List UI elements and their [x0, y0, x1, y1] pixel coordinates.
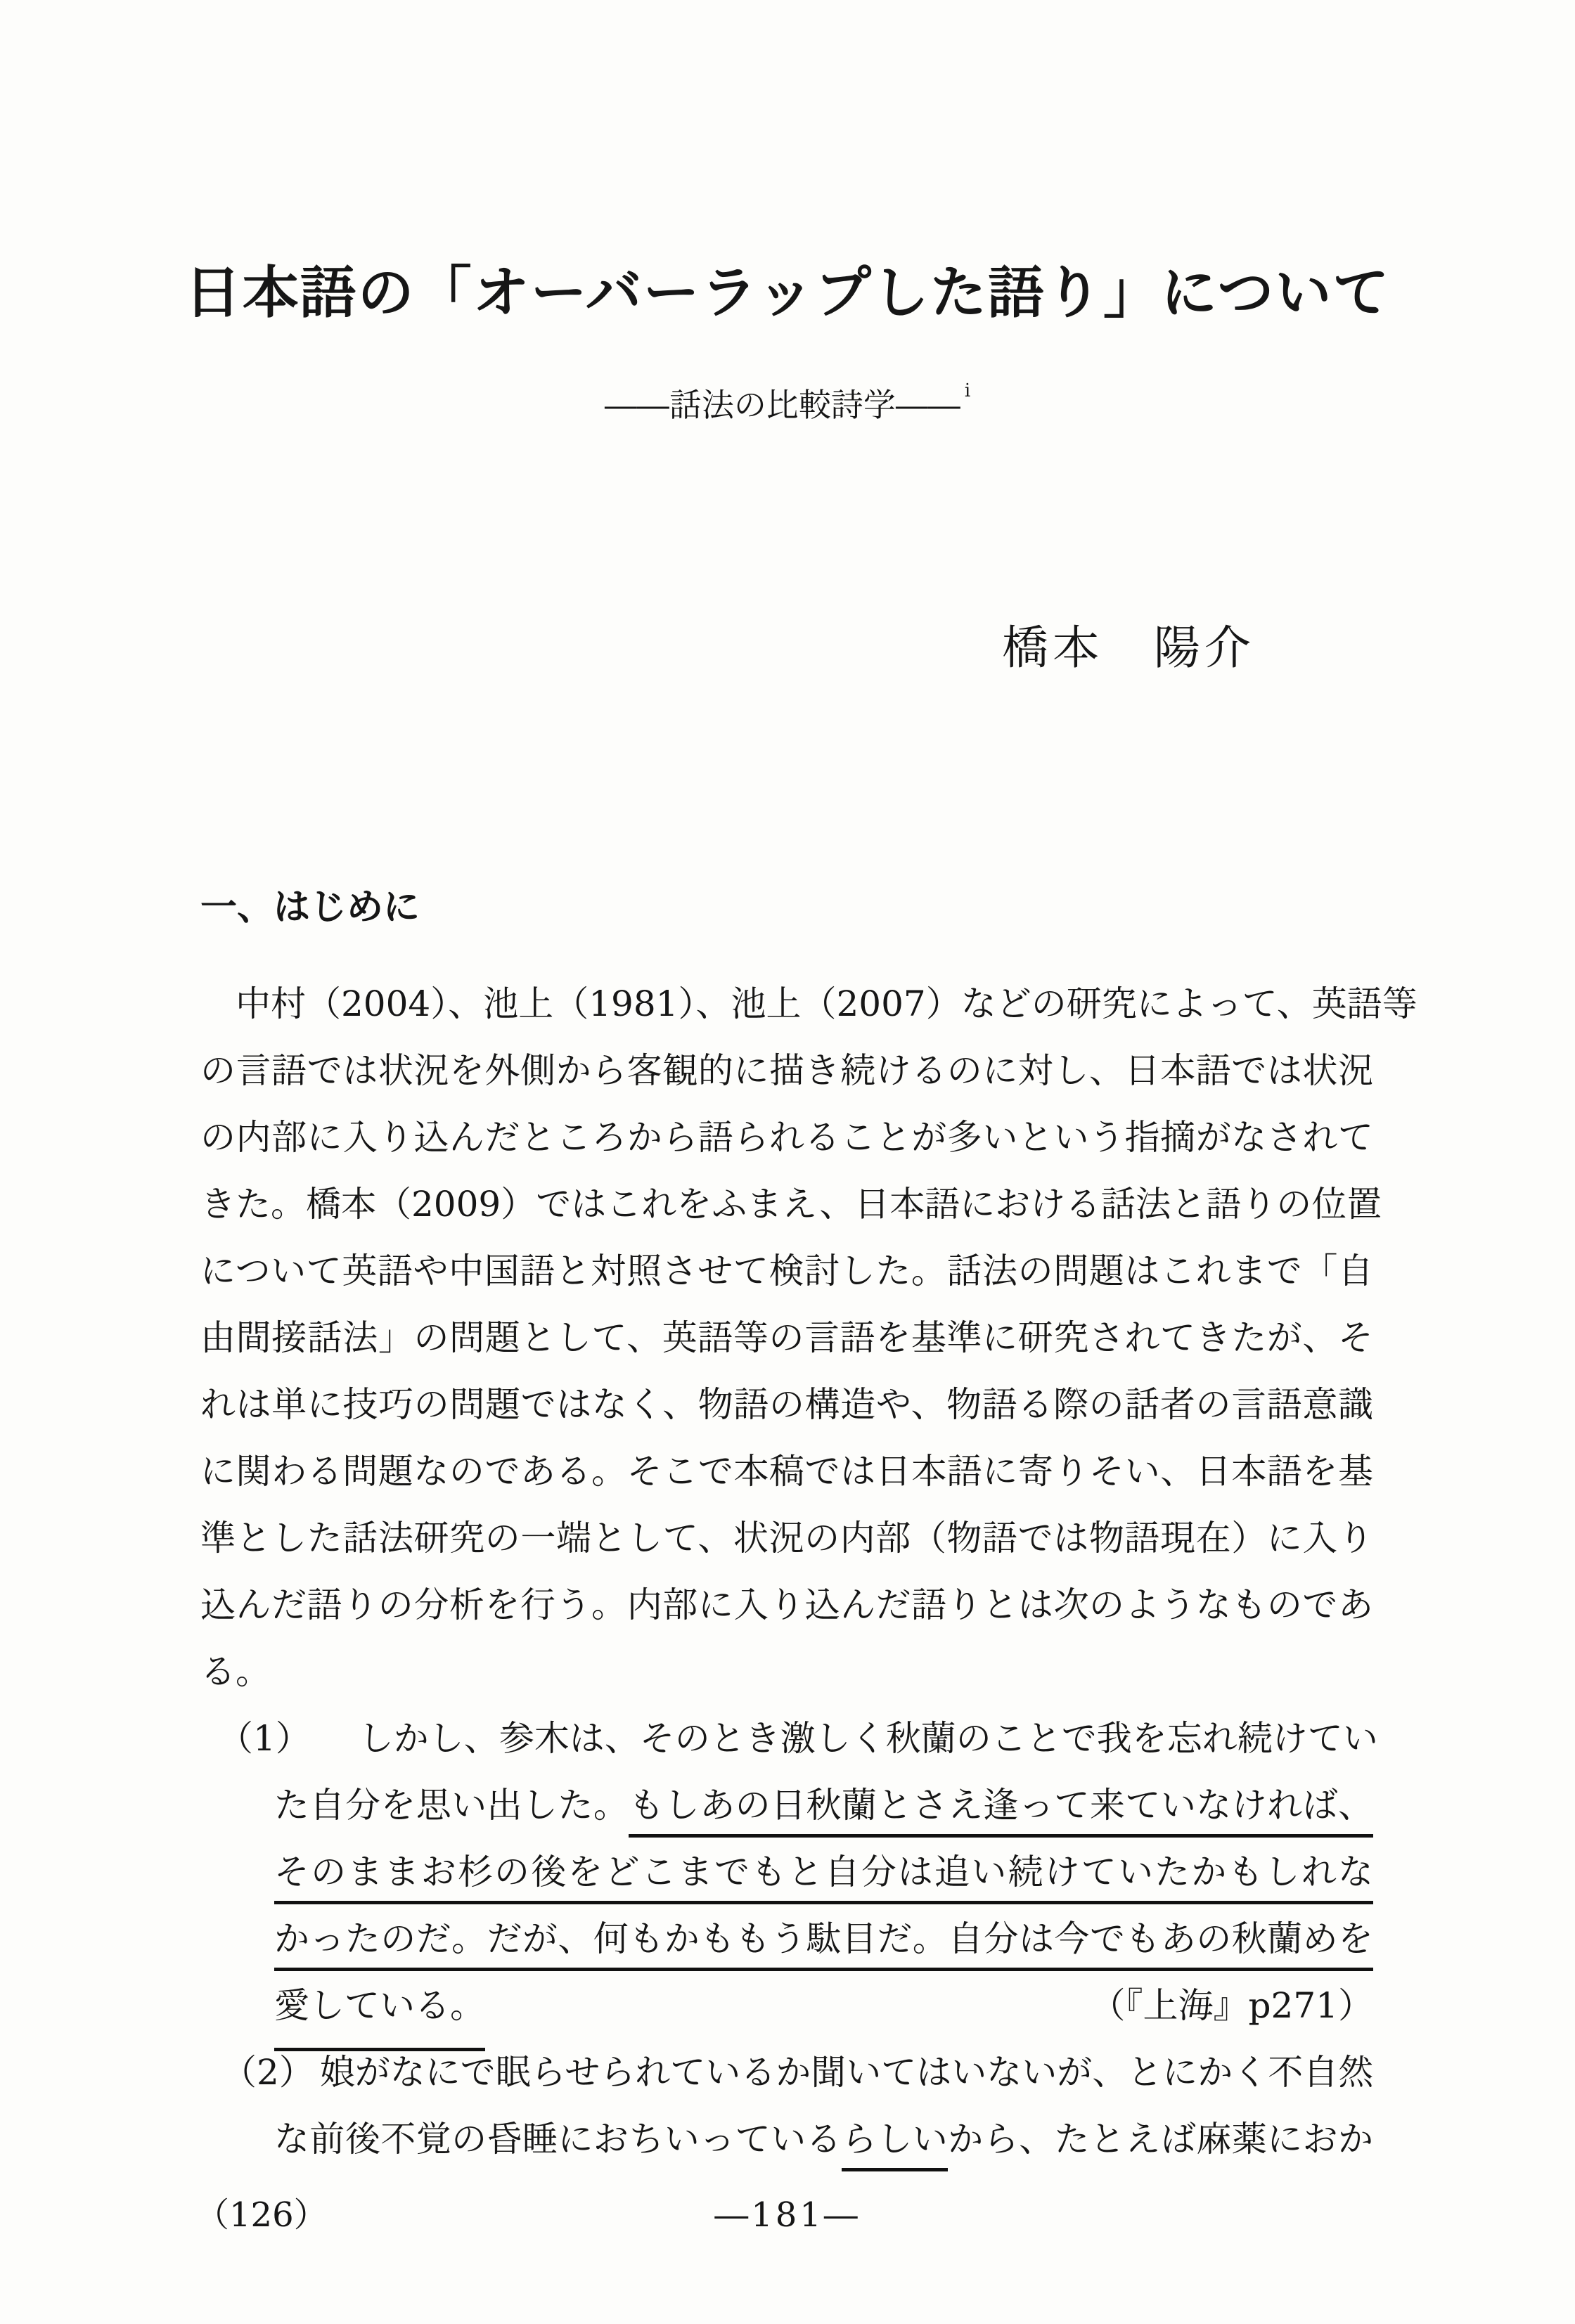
paragraph-line: きた。橋本（2009）ではこれをふまえ、日本語における話法と語りの位置	[200, 1184, 1382, 1225]
paragraph-line: の内部に入り込んだところから語られることが多いという指摘がなされて	[200, 1117, 1373, 1158]
quote-line: 娘がなにで眠らせられているか聞いてはいないが、とにかく不自然	[319, 2052, 1374, 2093]
underlined-text: そのままお杉の後をどこまでもと自分は追い続けていたかもしれな	[274, 1852, 1373, 1904]
example-1-first-line	[200, 1705, 1378, 1772]
quote-text: た自分を思い出した。	[274, 1785, 629, 1826]
quote-line	[200, 1839, 1373, 1906]
paragraph-line: 込んだ語りの分析を行う。内部に入り込んだ語りとは次のようなものであ	[200, 1584, 1373, 1625]
quote-line	[200, 1906, 1373, 1973]
article-body	[200, 971, 1418, 2173]
quote-line	[200, 2106, 1373, 2173]
subtitle-text: ――話法の比較詩学――	[604, 386, 960, 424]
example-2-first-line	[200, 2039, 1373, 2106]
quote-text: から、たとえば麻薬におか	[948, 2119, 1374, 2160]
source-citation: （『上海』p271）	[1090, 1985, 1373, 2026]
article-title: 日本語の「オーバーラップした語り」について	[184, 259, 1391, 325]
footnote-marker: i	[964, 380, 971, 401]
underlined-text: かったのだ。だが、何もかももう駄目だ。自分は今でもあの秋蘭めを	[274, 1918, 1373, 1971]
paragraph-line: 中村（2004）、池上（1981）、池上（2007）などの研究によって、英語等	[236, 983, 1418, 1024]
example-2-label: （2）	[221, 2052, 314, 2093]
paragraph-line: 由間接話法」の問題として、英語等の言語を基準に研究されてきたが、そ	[200, 1317, 1373, 1358]
page-number-center: ―181―	[714, 2195, 861, 2235]
quote-line	[200, 1772, 1373, 1839]
paragraph-line: れは単に技巧の問題ではなく、物語の構造や、物語る際の話者の言語意識	[200, 1384, 1373, 1425]
underlined-text: らしい	[842, 2119, 948, 2171]
page-footer	[0, 2190, 1575, 2240]
paragraph-line: 準とした話法研究の一端として、状況の内部（物語では物語現在）に入り	[200, 1518, 1373, 1558]
paragraph-line: る。	[200, 1651, 271, 1692]
article-subtitle	[0, 380, 1575, 426]
quote-text: な前後不覚の昏睡におちいっている	[274, 2119, 842, 2160]
underlined-text: もしあの日秋蘭とさえ逢って来ていなければ、	[629, 1785, 1373, 1838]
quote-line: しかし、参木は、そのとき激しく秋蘭のことで我を忘れ続けてい	[358, 1718, 1378, 1759]
paragraph-line: に関わる問題なのである。そこで本稿では日本語に寄りそい、日本語を基	[200, 1451, 1373, 1492]
section-heading: 一、はじめに	[200, 886, 420, 929]
example-1-label: （1）	[218, 1718, 311, 1759]
underlined-text: 愛している。	[274, 1973, 485, 2051]
paragraph-line: の言語では状況を外側から客観的に描き続けるのに対し、日本語では状況	[200, 1050, 1373, 1091]
author-name: 橋本 陽介	[1002, 621, 1255, 675]
page-number-left: （126）	[195, 2195, 328, 2235]
paragraph-line: について英語や中国語と対照させて検討した。話法の問題はこれまで「自	[200, 1251, 1373, 1291]
quote-closing-line	[200, 1973, 1373, 2039]
